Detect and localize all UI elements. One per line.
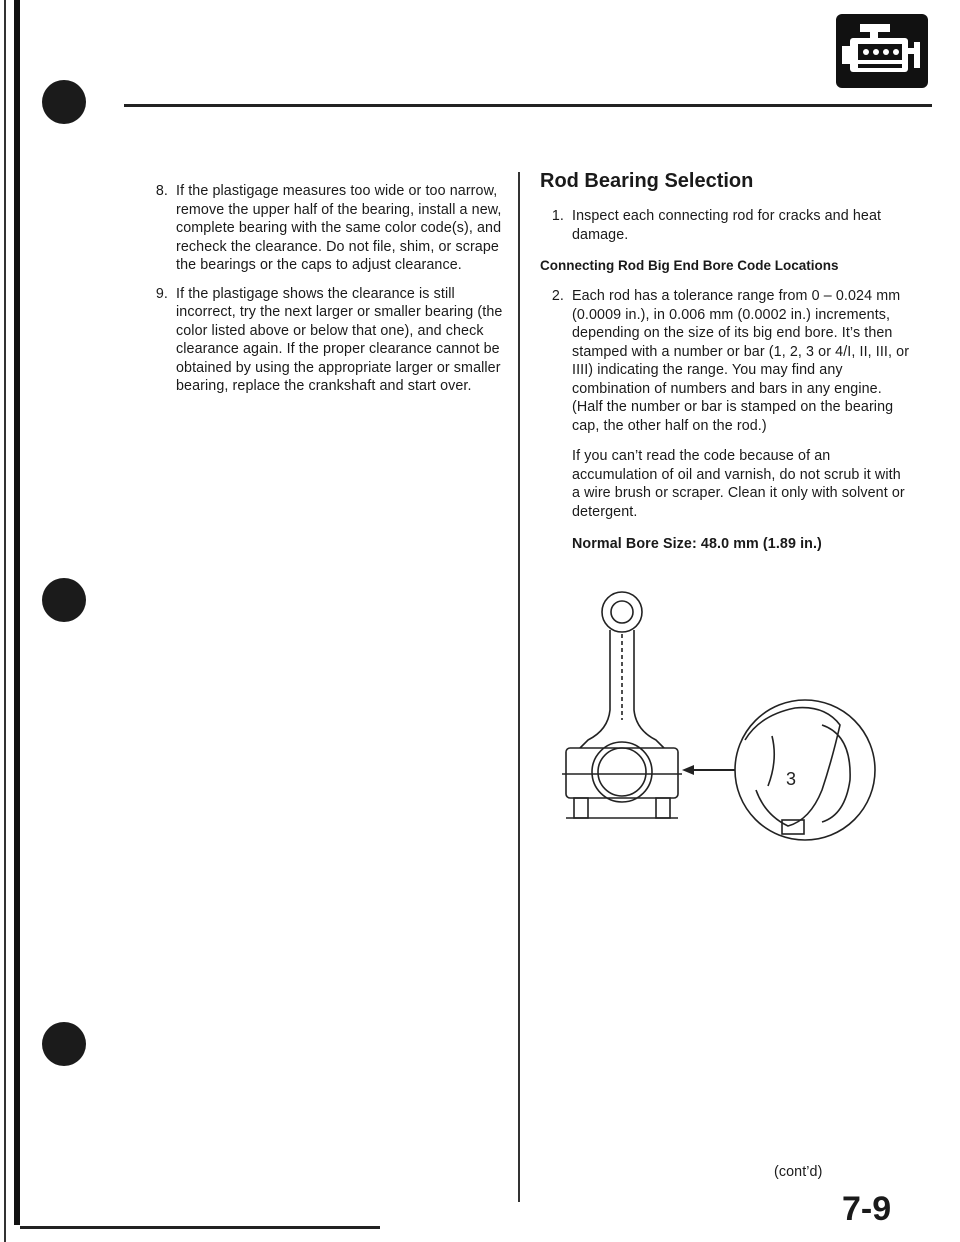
page-number: 7-9 (842, 1190, 892, 1228)
step-text: Inspect each connecting rod for cracks and heat damage. (572, 208, 882, 243)
step-number: 9. (155, 285, 168, 302)
bore-code-label: 3 (786, 769, 797, 789)
header-rule (124, 104, 932, 107)
step-text: If the plastigage measures too wide or too narrow, remove the upper half of the bearing, install a new, complete bearing with the same color code(s), and recheck the clearance. Do not file, shim, or scrape the bearings or the caps to adjust clearance. (176, 183, 502, 273)
column-divider (518, 172, 520, 1202)
step-item-8 (144, 182, 508, 275)
step-number: 8. (155, 183, 168, 199)
spec-label: Normal Bore Size: (572, 536, 697, 552)
spec-line (540, 535, 910, 554)
punch-hole (42, 578, 86, 622)
step-text: If the plastigage shows the clearance is still incorrect, try the next larger or smaller bearing (the color listed above or below that one), and check clearance again. If the proper clearance cannot be obtained by using the appropriate larger or smaller bearing, replace the crankshaft and start over. (176, 285, 503, 394)
note-text: If you can’t read the code because of an accumulation of oil and varnish, do not scrub it with a wire brush or scraper. Clean it only with solvent or detergent. (572, 448, 905, 520)
binding-edge-bar (14, 0, 20, 1225)
step-item-1 (540, 207, 910, 244)
punch-hole (42, 1022, 86, 1066)
connecting-rod-diagram (560, 590, 900, 860)
engine-icon (836, 14, 928, 88)
spec-value: 48.0 mm (1.89 in.) (700, 536, 822, 552)
step-text: Each rod has a tolerance range from 0 – 0.024 mm (0.0009 in.), in 0.006 mm (0.0002 in.) increments, depending on the size of its big end bore. It’s then stamped with a number or bar (1, 2, 3 or 4/I, II, III, or IIII) indicating the range. You may find any combination of numbers and bars in any engine. (Half the number or bar is stamped on the bearing cap, the other half on the rod.) (572, 288, 910, 434)
left-column (144, 182, 508, 396)
binding-edge (4, 0, 6, 1242)
step-item-9 (144, 285, 508, 396)
right-column (540, 170, 910, 554)
step-item-2 (540, 287, 910, 435)
punch-hole (42, 80, 86, 124)
subheading: Connecting Rod Big End Bore Code Locations (540, 258, 839, 273)
continued-label: (cont’d) (774, 1164, 823, 1180)
section-title: Rod Bearing Selection (540, 170, 754, 192)
step-number: 2. (551, 288, 564, 304)
bottom-rule (20, 1226, 380, 1229)
step-number: 1. (551, 208, 564, 224)
